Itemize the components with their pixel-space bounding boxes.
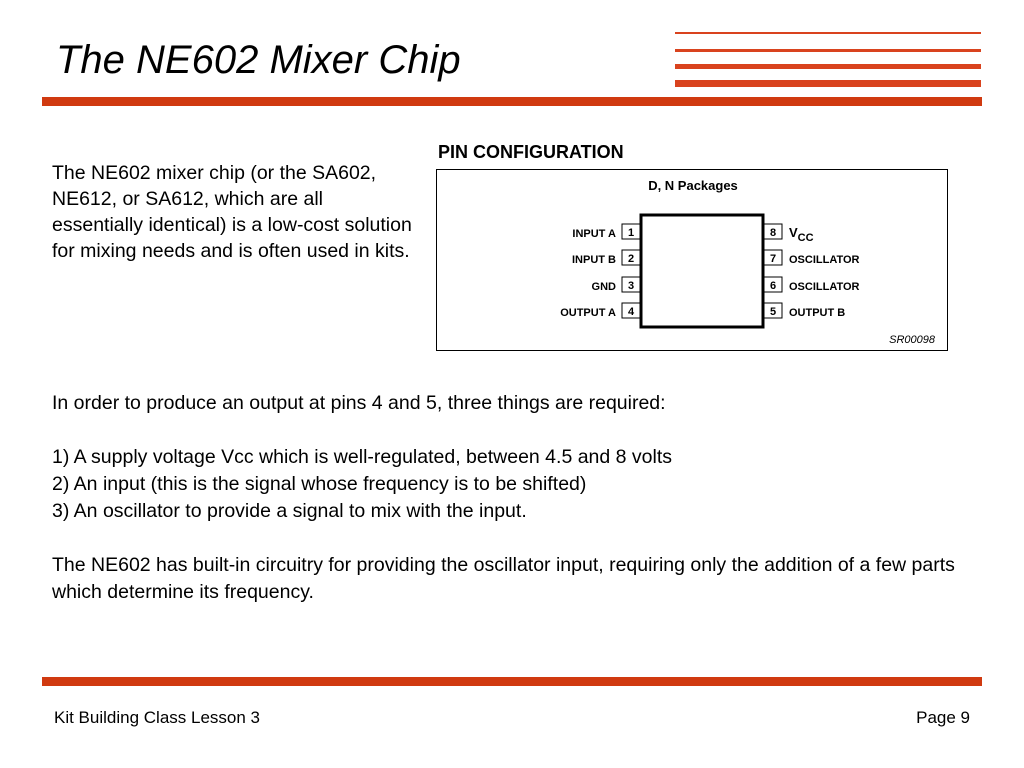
footer-course-title: Kit Building Class Lesson 3 — [54, 708, 261, 727]
pin-6-number: 6 — [769, 280, 777, 292]
pin-3 — [592, 277, 640, 293]
pin-7 — [764, 250, 860, 266]
header-decor-line-2 — [675, 49, 981, 52]
pin-6-label: OSCILLATOR — [789, 281, 860, 293]
header-rule — [42, 97, 982, 106]
pin-2-number: 2 — [627, 253, 635, 265]
pin-3-label: GND — [591, 281, 616, 293]
pin-4 — [560, 303, 640, 319]
closing-paragraph: The NE602 has built-in circuitry for providing the oscillator input, requiring only the addition of a few parts which determine its frequency. — [52, 554, 955, 603]
pin-7-number: 7 — [769, 253, 777, 265]
header-decor-line-1 — [675, 32, 981, 34]
pin-config-diagram — [436, 169, 948, 351]
pin-1-number: 1 — [627, 227, 635, 239]
pin-4-label: OUTPUT A — [560, 307, 616, 319]
requirement-3: 3) An oscillator to provide a signal to mix with the input. — [52, 500, 527, 522]
pin-8-label-main: V — [789, 225, 798, 240]
pin-1 — [572, 224, 640, 240]
pin-5-number: 5 — [769, 306, 777, 318]
pin-7-label: OSCILLATOR — [789, 254, 860, 266]
requirement-1: 1) A supply voltage Vcc which is well-regulated, between 4.5 and 8 volts — [52, 446, 673, 468]
header-decor-line-3 — [675, 64, 981, 69]
pin-8-label-sub: CC — [797, 232, 814, 244]
pin-5 — [764, 303, 845, 319]
pin-2 — [572, 250, 640, 266]
header-decor-line-4 — [675, 80, 981, 87]
pin-3-number: 3 — [627, 280, 635, 292]
requirements-intro: In order to produce an output at pins 4 and 5, three things are required: — [52, 392, 666, 414]
diagram-code: SR00098 — [889, 334, 935, 346]
pin-8-number: 8 — [769, 227, 777, 239]
pin-5-label: OUTPUT B — [789, 307, 846, 319]
footer-page-number: Page 9 — [916, 708, 970, 727]
pin-config-title: PIN CONFIGURATION — [438, 142, 624, 162]
package-label: D, N Packages — [648, 178, 738, 193]
footer-rule — [42, 677, 982, 686]
requirements-section — [52, 390, 982, 606]
intro-paragraph: The NE602 mixer chip (or the SA602, NE612, or SA612, which are all essentially identical) is a low-cost solution for mixing needs and is often used in kits. — [52, 162, 412, 262]
chip-body — [641, 215, 763, 327]
slide-title: The NE602 Mixer Chip — [56, 38, 461, 82]
pin-4-number: 4 — [627, 306, 635, 318]
pin-2-label: INPUT B — [572, 254, 616, 266]
requirement-2: 2) An input (this is the signal whose frequency is to be shifted) — [52, 473, 587, 495]
pin-8-label — [789, 225, 814, 244]
pin-1-label: INPUT A — [572, 228, 616, 240]
pin-6 — [764, 277, 860, 293]
pin-8 — [764, 224, 814, 244]
